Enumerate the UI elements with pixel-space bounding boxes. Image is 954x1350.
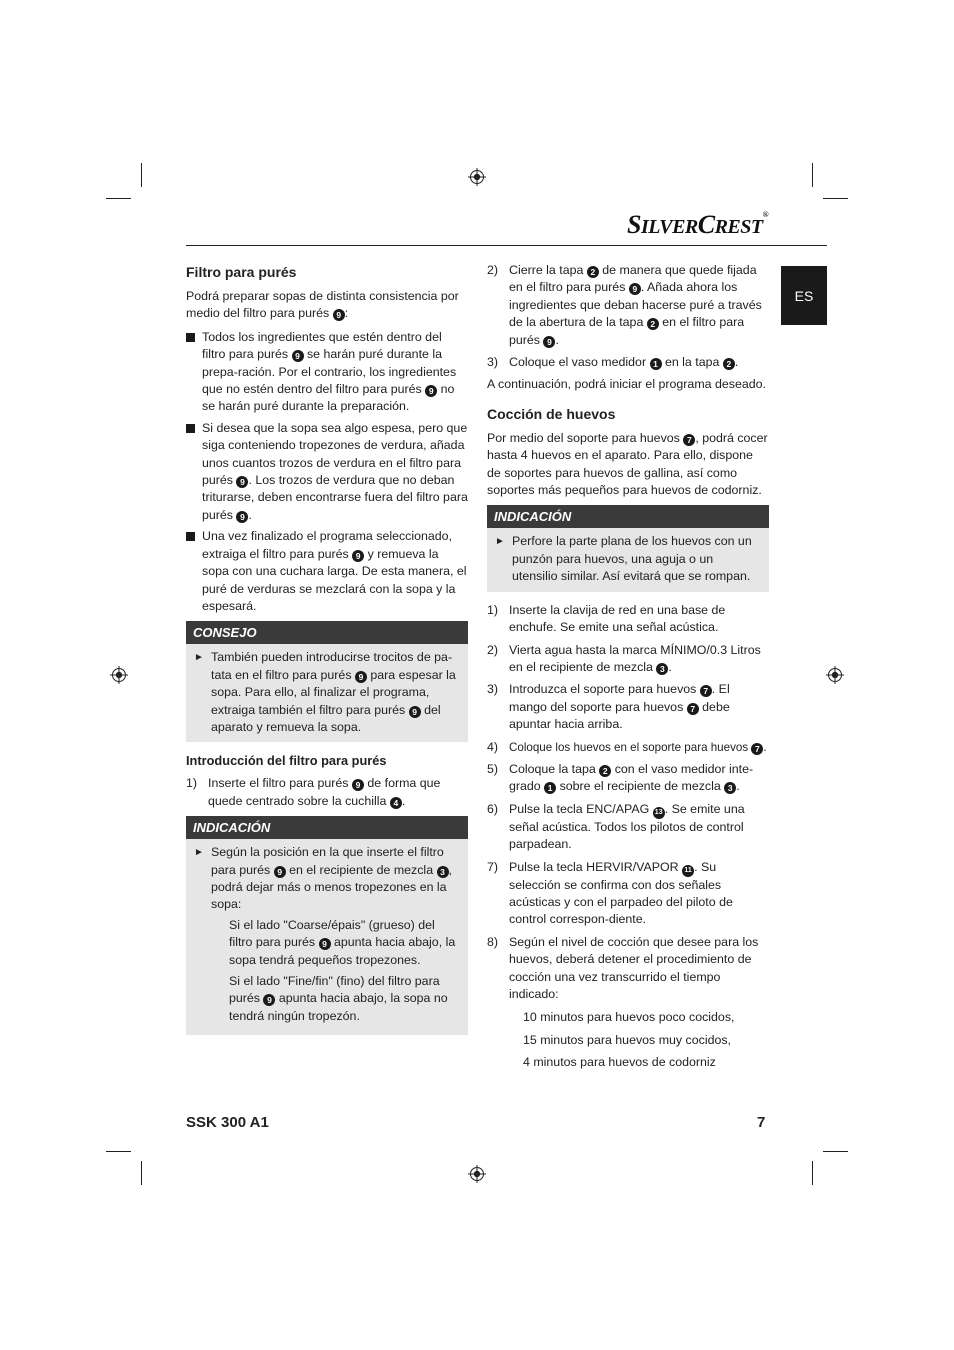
crop-mark [106, 1151, 131, 1152]
page-number: 7 [757, 1114, 766, 1131]
crop-mark [812, 1161, 813, 1185]
triangle-pointer-icon: ► [194, 652, 204, 664]
square-bullet-icon [186, 424, 195, 433]
number-circle: 9 [425, 385, 437, 397]
list-item: 2) Vierta agua hasta la marca MÍNIMO/0.3 Litros en el recipiente de mezcla 3 . [487, 642, 761, 674]
note-text: ► Perfore la parte plana de los huevos con un punzón para huevos, una aguja o un utensilio similar. Así evitará que se rompan. [495, 534, 752, 584]
registration-mark-icon [110, 666, 128, 684]
number-circle: 11 [682, 865, 694, 877]
number-circle: 9 [355, 671, 367, 683]
number-circle: 9 [543, 336, 555, 348]
number-circle: 9 [263, 994, 275, 1006]
triangle-pointer-icon: ► [495, 536, 505, 548]
paragraph: Podrá preparar sopas de distinta consistencia por medio del filtro para purés 9 : [186, 289, 459, 321]
list-item: 7) Pulse la tecla HERVIR/VAPOR 11 . Su selección se confirma con dos señales acústicas y con el parpadeo del piloto de control correspon-diente. [487, 859, 733, 927]
list-item: 3) Coloque el vaso medidor 1 en la tapa 2 . [487, 355, 739, 370]
list-item: 1) Inserte la clavija de red en una base de enchufe. Se emite una señal acústica. [487, 602, 726, 635]
number-circle: 9 [409, 706, 421, 718]
note-detail: Si el lado "Coarse/épais" (grueso) del filtro para purés 9 apunta hacia abajo, la sopa tendrá pequeños tropezones. [229, 917, 456, 967]
tip-box-title: CONSEJO [186, 621, 468, 644]
number-circle: 3 [437, 866, 449, 878]
note-box [487, 505, 769, 591]
brand-logo: SILVERCREST® [627, 210, 769, 239]
number-circle: 9 [629, 283, 641, 295]
registration-mark-icon [468, 168, 486, 186]
crop-mark [141, 163, 142, 187]
crop-mark [812, 163, 813, 187]
list-item: 3) Introduzca el soporte para huevos 7 . El mango del soporte para huevos 7 debe apuntar hacia arriba. [487, 682, 730, 732]
tip-box [186, 621, 468, 742]
number-circle: 13 [653, 807, 665, 819]
list-item: Una vez finalizado el programa seleccionado, extraiga el filtro para purés 9 y remueva la sopa con una cuchara larga. De esta manera, el puré de verduras se mezclará con la sopa y la espesará. [186, 528, 468, 615]
list-item: 6) Pulse la tecla ENC/APAG 13 . Se emite una señal acústica. Todos los pilotos de control parpadean. [487, 801, 745, 852]
right-column [487, 262, 769, 1077]
number-circle: 9 [292, 350, 304, 362]
note-text: ► Según la posición en la que inserte el filtro para purés 9 en el recipiente de mezcla 3 , podrá dejar más o menos tropezones en la sopa: [194, 845, 452, 912]
number-circle: 9 [352, 779, 364, 791]
number-circle: 9 [236, 511, 248, 523]
number-circle: 2 [587, 266, 599, 278]
subsection-title: Introducción del filtro para purés [186, 753, 387, 769]
number-circle: 3 [656, 663, 668, 675]
triangle-pointer-icon: ► [194, 847, 204, 859]
header-rule [186, 245, 827, 246]
registration-mark-icon [468, 1165, 486, 1183]
cooking-time: 4 minutos para huevos de codorniz [523, 1055, 716, 1070]
number-circle: 7 [687, 703, 699, 715]
registration-mark-icon [826, 666, 844, 684]
list-item: Todos los ingredientes que estén dentro del filtro para purés 9 se harán puré durante la prepa-ración. Por el contrario, los ingredientes que no estén dentro del filtro para purés 9 no se harán puré durante la preparación. [186, 329, 468, 416]
number-circle: 3 [724, 782, 736, 794]
crop-mark [106, 198, 131, 199]
note-box-title: INDICACIÓN [186, 816, 468, 839]
section-title: Filtro para purés [186, 264, 297, 280]
list-item: 5) Coloque la tapa 2 con el vaso medidor inte-grado 1 sobre el recipiente de mezcla 3 . [487, 761, 754, 794]
number-circle: 7 [751, 743, 763, 755]
paragraph: Por medio del soporte para huevos 7 , podrá cocer hasta 4 huevos en el aparato. Para ello, dispone de soportes para huevos de gallina, así como soportes más pequeños para huevos de codorniz. [487, 430, 768, 498]
square-bullet-icon [186, 532, 195, 541]
list-item: 2) Cierre la tapa 2 de manera que quede fijada en el filtro para purés 9 . Añada ahora los ingredientes que deban hacerse puré a través de la abertura de la tapa 2 en el filtro para purés 9 . [487, 263, 762, 347]
tip-text: ► También pueden introducirse trocitos de pa-tata en el filtro para purés 9 para espesar la sopa. Para ello, al finalizar el programa, extraiga también el filtro para purés 9 del aparato y remueva la sopa. [194, 650, 456, 734]
number-circle: 9 [236, 476, 248, 488]
number-circle: 1 [544, 782, 556, 794]
number-circle: 9 [352, 550, 364, 562]
number-circle: 2 [647, 318, 659, 330]
number-circle: 7 [683, 434, 695, 446]
crop-mark [141, 1161, 142, 1185]
crop-mark [823, 198, 848, 199]
note-box [186, 816, 468, 1035]
number-circle: 9 [319, 938, 331, 950]
list-item: 1) Inserte el filtro para purés 9 de forma que quede centrado sobre la cuchilla 4 . [186, 776, 441, 808]
number-circle: 7 [700, 685, 712, 697]
language-tab: ES [781, 266, 827, 325]
section-title: Cocción de huevos [487, 405, 616, 422]
cooking-time: 15 minutos para huevos muy cocidos, [523, 1032, 731, 1047]
model-number: SSK 300 A1 [186, 1114, 269, 1131]
crop-mark [823, 1151, 848, 1152]
note-box-title: INDICACIÓN [487, 505, 769, 528]
number-circle: 2 [599, 765, 611, 777]
number-circle: 2 [723, 358, 735, 370]
list-item: Si desea que la sopa sea algo espesa, pero que siga conteniendo tropezones de verdura, añada unos cuantos trozos de verdura en el filtro para purés 9 . Los trozos de verdura que no deban triturarse, deben encontrarse fuera del filtro para purés 9 . [186, 420, 468, 524]
cooking-time: 10 minutos para huevos poco cocidos, [523, 1010, 735, 1025]
square-bullet-icon [186, 333, 195, 342]
paragraph: A continuación, podrá iniciar el programa deseado. [487, 377, 766, 392]
number-circle: 1 [650, 358, 662, 370]
note-detail: Si el lado "Fine/fin" (fino) del filtro para purés 9 apunta hacia abajo, la sopa no tendrá ningún tropezón. [229, 974, 448, 1023]
number-circle: 9 [274, 866, 286, 878]
number-circle: 9 [333, 309, 345, 321]
number-circle: 4 [390, 797, 402, 809]
list-item: 4) Coloque los huevos en el soporte para huevos 7 . [487, 739, 767, 754]
left-column [186, 262, 468, 1045]
list-item: 8) Según el nivel de cocción que desee para los huevos, deberá detener el procedimiento de cocción una vez transcurrido el tiempo indicado: [487, 934, 759, 1001]
